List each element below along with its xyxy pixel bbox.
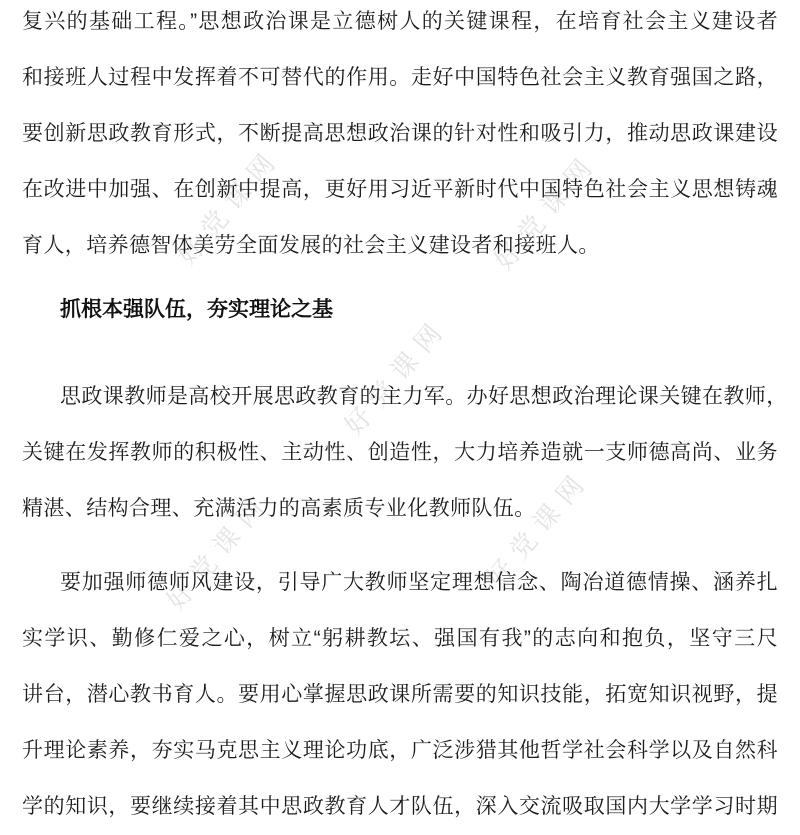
- text-line: 要加强师德师风建设，引导广大教师坚定理想信念、陶冶道德情操、涵养扎: [60, 571, 778, 594]
- watermark: 好党课网: [338, 311, 454, 441]
- watermark: 好党课网: [488, 146, 604, 276]
- watermark: 好党课网: [160, 486, 276, 616]
- text-line: 精湛、结构合理、充满活力的高素质专业化教师队伍。: [22, 497, 536, 520]
- paragraph-3: [22, 555, 778, 835]
- watermark: 好党课网: [171, 141, 287, 271]
- text-line: 关键在发挥教师的积极性、主动性、创造性，大力培养造就一支师德高尚、业务: [22, 441, 778, 464]
- text-line: 思政课教师是高校开展思政教育的主力军。办好思想政治理论课关键在教师，: [60, 385, 788, 408]
- text-line: 实学识、勤修仁爱之心，树立“躬耕教坛、强国有我”的志向和抱负，坚守三尺: [22, 627, 778, 650]
- paragraph-1: [22, 0, 778, 274]
- text-line: 育人，培养德智体美劳全面发展的社会主义建设者和接班人。: [22, 234, 600, 257]
- text-line: 复兴的基础工程。”思想政治课是立德树人的关键课程，在培育社会主义建设者: [22, 10, 778, 33]
- section-heading: 抓根本强队伍，夯实理论之基: [60, 298, 333, 321]
- paragraph-2: [22, 369, 788, 537]
- text-line: 讲台，潜心教书育人。要用心掌握思政课所需要的知识技能，拓宽知识视野，提: [22, 683, 778, 706]
- watermark: 好党课网: [480, 463, 596, 593]
- text-line: 要创新思政教育形式，不断提高思想政治课的针对性和吸引力，推动思政课建设: [22, 122, 778, 145]
- text-line: 和接班人过程中发挥着不可替代的作用。走好中国特色社会主义教育强国之路，: [22, 66, 778, 89]
- text-line: 在改进中加强、在创新中提高，更好用习近平新时代中国特色社会主义思想铸魂: [22, 178, 778, 201]
- text-line: 升理论素养，夯实马克思主义理论功底，广泛涉猎其他哲学社会科学以及自然科: [22, 739, 778, 762]
- text-line-clipped: 学的知识，要继续接着其中思政教育人才队伍，深入交流吸取国内大学学习时期: [22, 795, 778, 818]
